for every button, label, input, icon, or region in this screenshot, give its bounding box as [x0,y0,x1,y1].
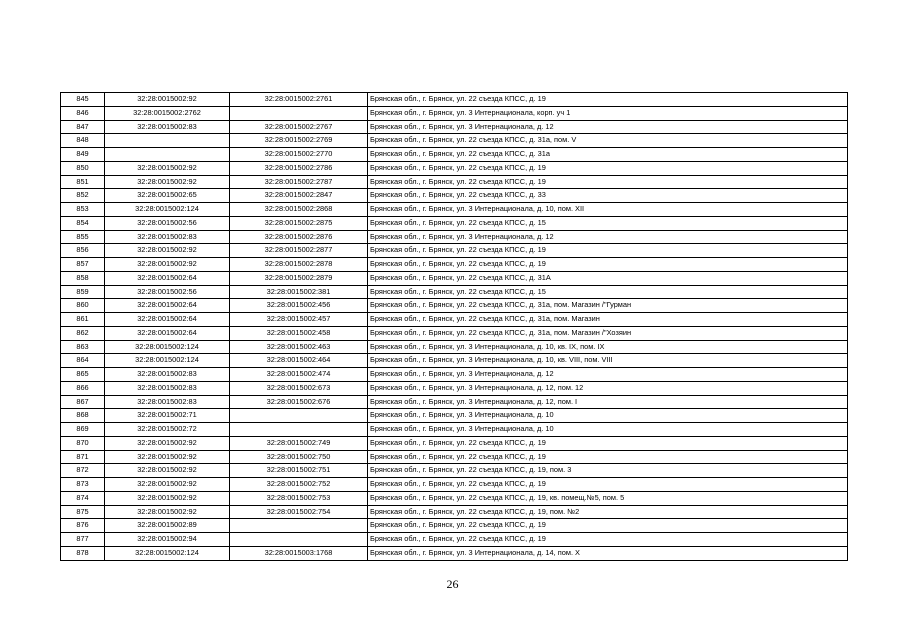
building-cadastral-number-cell: 32:28:0015002:676 [230,395,368,409]
address-cell: Брянская обл., г. Брянск, ул. 3 Интернационала, д. 10, кв. IX, пом. IX [368,340,848,354]
address-cell: Брянская обл., г. Брянск, ул. 22 съезда КПСС, д. 19, кв. помещ.№5, пом. 5 [368,491,848,505]
building-cadastral-number-cell: 32:28:0015002:381 [230,285,368,299]
address-cell: Брянская обл., г. Брянск, ул. 22 съезда КПСС, д. 19 [368,533,848,547]
address-cell: Брянская обл., г. Брянск, ул. 3 Интернационала, д. 12, пом. I [368,395,848,409]
address-cell: Брянская обл., г. Брянск, ул. 3 Интернационала, д. 10 [368,409,848,423]
address-cell: Брянская обл., г. Брянск, ул. 22 съезда КПСС, д. 19 [368,450,848,464]
building-cadastral-number-cell: 32:28:0015002:750 [230,450,368,464]
building-cadastral-number-cell [230,106,368,120]
land-cadastral-number-cell: 32:28:0015002:2762 [105,106,230,120]
row-number-cell: 874 [61,491,105,505]
building-cadastral-number-cell: 32:28:0015002:2878 [230,258,368,272]
address-cell: Брянская обл., г. Брянск, ул. 22 съезда КПСС, д. 15 [368,285,848,299]
row-number-cell: 870 [61,436,105,450]
row-number-cell: 849 [61,148,105,162]
building-cadastral-number-cell: 32:28:0015002:2786 [230,161,368,175]
land-cadastral-number-cell: 32:28:0015002:56 [105,216,230,230]
address-cell: Брянская обл., г. Брянск, ул. 22 съезда КПСС, д. 19 [368,93,848,107]
land-cadastral-number-cell: 32:28:0015002:124 [105,203,230,217]
row-number-cell: 877 [61,533,105,547]
address-cell: Брянская обл., г. Брянск, ул. 22 съезда КПСС, д. 19, пом. 3 [368,464,848,478]
row-number-cell: 856 [61,244,105,258]
land-cadastral-number-cell: 32:28:0015002:64 [105,313,230,327]
land-cadastral-number-cell: 32:28:0015002:92 [105,161,230,175]
table-row [61,134,848,148]
address-cell: Брянская обл., г. Брянск, ул. 22 съезда КПСС, д. 19 [368,436,848,450]
table-row [61,505,848,519]
table-row [61,120,848,134]
building-cadastral-number-cell: 32:28:0015002:456 [230,299,368,313]
address-cell: Брянская обл., г. Брянск, ул. 22 съезда КПСС, д. 31а, пом. Магазин /"Гурман [368,299,848,313]
row-number-cell: 869 [61,423,105,437]
table-row [61,436,848,450]
address-cell: Брянская обл., г. Брянск, ул. 22 съезда КПСС, д. 19 [368,175,848,189]
land-cadastral-number-cell: 32:28:0015002:72 [105,423,230,437]
building-cadastral-number-cell: 32:28:0015002:2875 [230,216,368,230]
land-cadastral-number-cell: 32:28:0015002:92 [105,505,230,519]
row-number-cell: 862 [61,326,105,340]
table-row [61,340,848,354]
table-row [61,271,848,285]
row-number-cell: 845 [61,93,105,107]
table-row [61,381,848,395]
land-cadastral-number-cell: 32:28:0015002:92 [105,478,230,492]
land-cadastral-number-cell [105,134,230,148]
land-cadastral-number-cell: 32:28:0015002:64 [105,271,230,285]
building-cadastral-number-cell: 32:28:0015003:1768 [230,546,368,560]
table-row [61,450,848,464]
table-row [61,326,848,340]
building-cadastral-number-cell: 32:28:0015002:2847 [230,189,368,203]
building-cadastral-number-cell: 32:28:0015002:2877 [230,244,368,258]
row-number-cell: 871 [61,450,105,464]
address-cell: Брянская обл., г. Брянск, ул. 22 съезда КПСС, д. 19 [368,244,848,258]
building-cadastral-number-cell: 32:28:0015002:2868 [230,203,368,217]
building-cadastral-number-cell: 32:28:0015002:753 [230,491,368,505]
row-number-cell: 851 [61,175,105,189]
table-row [61,148,848,162]
address-cell: Брянская обл., г. Брянск, ул. 22 съезда КПСС, д. 19, пом. №2 [368,505,848,519]
address-cell: Брянская обл., г. Брянск, ул. 3 Интернационала, д. 10, кв. VIII, пом. VIII [368,354,848,368]
land-cadastral-number-cell: 32:28:0015002:92 [105,258,230,272]
table-row [61,258,848,272]
row-number-cell: 868 [61,409,105,423]
address-cell: Брянская обл., г. Брянск, ул. 3 Интернационала, д. 12, пом. 12 [368,381,848,395]
land-cadastral-number-cell: 32:28:0015002:92 [105,244,230,258]
table-row [61,519,848,533]
building-cadastral-number-cell [230,423,368,437]
land-cadastral-number-cell: 32:28:0015002:83 [105,395,230,409]
table-row [61,368,848,382]
land-cadastral-number-cell: 32:28:0015002:65 [105,189,230,203]
address-cell: Брянская обл., г. Брянск, ул. 3 Интернационала, д. 12 [368,230,848,244]
land-cadastral-number-cell [105,148,230,162]
address-cell: Брянская обл., г. Брянск, ул. 22 съезда КПСС, д. 19 [368,161,848,175]
table-row [61,533,848,547]
address-cell: Брянская обл., г. Брянск, ул. 22 съезда КПСС, д. 31а [368,148,848,162]
address-cell: Брянская обл., г. Брянск, ул. 22 съезда КПСС, д. 31а, пом. Магазин [368,313,848,327]
building-cadastral-number-cell [230,519,368,533]
land-cadastral-number-cell: 32:28:0015002:92 [105,450,230,464]
row-number-cell: 872 [61,464,105,478]
building-cadastral-number-cell: 32:28:0015002:749 [230,436,368,450]
building-cadastral-number-cell: 32:28:0015002:464 [230,354,368,368]
building-cadastral-number-cell: 32:28:0015002:2761 [230,93,368,107]
land-cadastral-number-cell: 32:28:0015002:94 [105,533,230,547]
row-number-cell: 861 [61,313,105,327]
address-cell: Брянская обл., г. Брянск, ул. 3 Интернационала, д. 10 [368,423,848,437]
building-cadastral-number-cell: 32:28:0015002:2767 [230,120,368,134]
row-number-cell: 876 [61,519,105,533]
building-cadastral-number-cell: 32:28:0015002:2876 [230,230,368,244]
land-cadastral-number-cell: 32:28:0015002:92 [105,175,230,189]
building-cadastral-number-cell: 32:28:0015002:673 [230,381,368,395]
page-number: 26 [446,577,459,591]
address-cell: Брянская обл., г. Брянск, ул. 22 съезда КПСС, д. 31а, пом. Магазин /"Хозяин [368,326,848,340]
land-cadastral-number-cell: 32:28:0015002:64 [105,299,230,313]
building-cadastral-number-cell: 32:28:0015002:754 [230,505,368,519]
building-cadastral-number-cell: 32:28:0015002:457 [230,313,368,327]
building-cadastral-number-cell [230,409,368,423]
row-number-cell: 863 [61,340,105,354]
building-cadastral-number-cell: 32:28:0015002:2769 [230,134,368,148]
building-cadastral-number-cell: 32:28:0015002:463 [230,340,368,354]
table-row [61,299,848,313]
land-cadastral-number-cell: 32:28:0015002:83 [105,381,230,395]
row-number-cell: 846 [61,106,105,120]
land-cadastral-number-cell: 32:28:0015002:92 [105,436,230,450]
row-number-cell: 859 [61,285,105,299]
land-cadastral-number-cell: 32:28:0015002:124 [105,546,230,560]
address-cell: Брянская обл., г. Брянск, ул. 3 Интернационала, д. 12 [368,120,848,134]
table-row [61,230,848,244]
row-number-cell: 867 [61,395,105,409]
address-cell: Брянская обл., г. Брянск, ул. 22 съезда КПСС, д. 19 [368,258,848,272]
address-cell: Брянская обл., г. Брянск, ул. 22 съезда КПСС, д. 15 [368,216,848,230]
table-row [61,285,848,299]
table-row [61,409,848,423]
cadastral-table-body [61,93,848,561]
address-cell: Брянская обл., г. Брянск, ул. 3 Интернационала, д. 10, пом. XII [368,203,848,217]
table-row [61,354,848,368]
land-cadastral-number-cell: 32:28:0015002:71 [105,409,230,423]
address-cell: Брянская обл., г. Брянск, ул. 22 съезда КПСС, д. 33 [368,189,848,203]
address-cell: Брянская обл., г. Брянск, ул. 3 Интернационала, корп. уч 1 [368,106,848,120]
table-row [61,313,848,327]
address-cell: Брянская обл., г. Брянск, ул. 3 Интернационала, д. 12 [368,368,848,382]
land-cadastral-number-cell: 32:28:0015002:83 [105,368,230,382]
land-cadastral-number-cell: 32:28:0015002:64 [105,326,230,340]
table-row [61,395,848,409]
building-cadastral-number-cell: 32:28:0015002:2879 [230,271,368,285]
table-row [61,175,848,189]
row-number-cell: 878 [61,546,105,560]
address-cell: Брянская обл., г. Брянск, ул. 22 съезда КПСС, д. 31а, пом. V [368,134,848,148]
table-row [61,93,848,107]
land-cadastral-number-cell: 32:28:0015002:56 [105,285,230,299]
cadastral-table [60,92,848,561]
table-row [61,161,848,175]
row-number-cell: 850 [61,161,105,175]
land-cadastral-number-cell: 32:28:0015002:92 [105,464,230,478]
building-cadastral-number-cell: 32:28:0015002:752 [230,478,368,492]
building-cadastral-number-cell: 32:28:0015002:474 [230,368,368,382]
table-row [61,216,848,230]
row-number-cell: 852 [61,189,105,203]
row-number-cell: 853 [61,203,105,217]
row-number-cell: 873 [61,478,105,492]
row-number-cell: 866 [61,381,105,395]
row-number-cell: 855 [61,230,105,244]
address-cell: Брянская обл., г. Брянск, ул. 22 съезда КПСС, д. 31А [368,271,848,285]
land-cadastral-number-cell: 32:28:0015002:92 [105,491,230,505]
table-row [61,491,848,505]
table-row [61,189,848,203]
row-number-cell: 875 [61,505,105,519]
building-cadastral-number-cell: 32:28:0015002:2787 [230,175,368,189]
building-cadastral-number-cell [230,533,368,547]
row-number-cell: 864 [61,354,105,368]
row-number-cell: 858 [61,271,105,285]
land-cadastral-number-cell: 32:28:0015002:83 [105,120,230,134]
table-row [61,478,848,492]
address-cell: Брянская обл., г. Брянск, ул. 22 съезда КПСС, д. 19 [368,519,848,533]
row-number-cell: 854 [61,216,105,230]
address-cell: Брянская обл., г. Брянск, ул. 3 Интернационала, д. 14, пом. X [368,546,848,560]
row-number-cell: 860 [61,299,105,313]
table-row [61,244,848,258]
row-number-cell: 848 [61,134,105,148]
row-number-cell: 857 [61,258,105,272]
land-cadastral-number-cell: 32:28:0015002:83 [105,230,230,244]
address-cell: Брянская обл., г. Брянск, ул. 22 съезда КПСС, д. 19 [368,478,848,492]
land-cadastral-number-cell: 32:28:0015002:92 [105,93,230,107]
land-cadastral-number-cell: 32:28:0015002:124 [105,354,230,368]
table-row [61,106,848,120]
building-cadastral-number-cell: 32:28:0015002:751 [230,464,368,478]
table-row [61,546,848,560]
row-number-cell: 865 [61,368,105,382]
table-row [61,203,848,217]
building-cadastral-number-cell: 32:28:0015002:2770 [230,148,368,162]
land-cadastral-number-cell: 32:28:0015002:89 [105,519,230,533]
row-number-cell: 847 [61,120,105,134]
table-row [61,423,848,437]
table-row [61,464,848,478]
land-cadastral-number-cell: 32:28:0015002:124 [105,340,230,354]
building-cadastral-number-cell: 32:28:0015002:458 [230,326,368,340]
